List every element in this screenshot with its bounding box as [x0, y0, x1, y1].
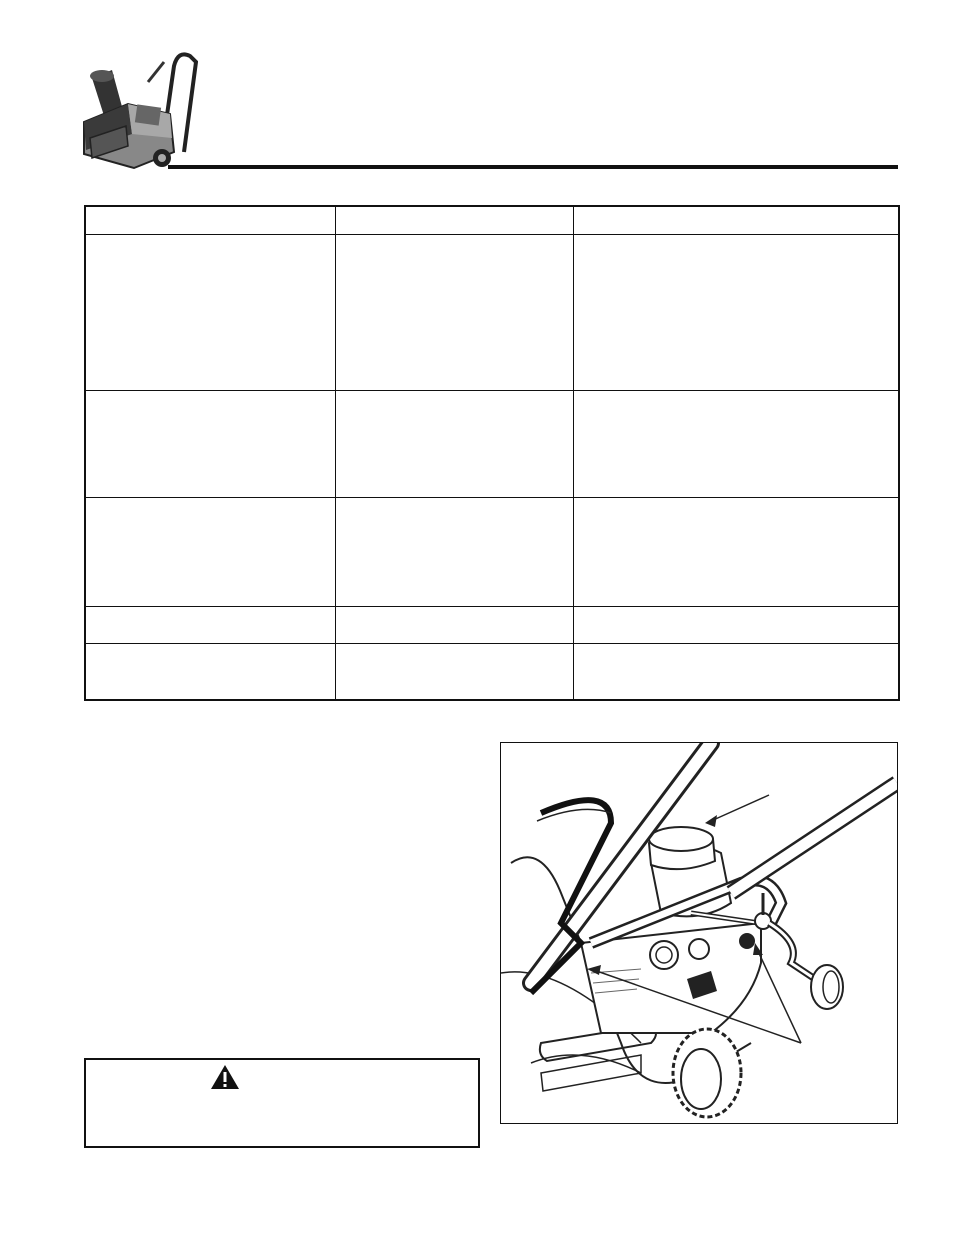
table-cell [85, 234, 335, 390]
table-cell [335, 643, 573, 700]
table-header-row [85, 206, 899, 234]
table-row [85, 234, 899, 390]
table-cell [85, 643, 335, 700]
table-cell [573, 234, 899, 390]
table-cell [85, 497, 335, 606]
table-row [85, 606, 899, 643]
table-cell [335, 606, 573, 643]
column-header-remedy [573, 206, 899, 234]
column-header-cause [335, 206, 573, 234]
snow-thrower-logo [78, 42, 198, 170]
table-cell [335, 234, 573, 390]
warning-box [84, 1058, 480, 1148]
table-cell [573, 390, 899, 497]
header-rule [168, 165, 898, 169]
warning-triangle-icon [210, 1064, 240, 1090]
column-header-problem [85, 206, 335, 234]
table-cell [573, 606, 899, 643]
engine-figure [500, 742, 898, 1124]
engine-control-panel-illustration [501, 743, 897, 1123]
table-cell [573, 643, 899, 700]
table-cell [85, 606, 335, 643]
table-row [85, 497, 899, 606]
table-cell [335, 390, 573, 497]
troubleshooting-table [84, 205, 900, 701]
table-row [85, 390, 899, 497]
table-cell [85, 390, 335, 497]
table-cell [573, 497, 899, 606]
snow-thrower-icon [78, 42, 198, 170]
table-cell [335, 497, 573, 606]
table-row [85, 643, 899, 700]
